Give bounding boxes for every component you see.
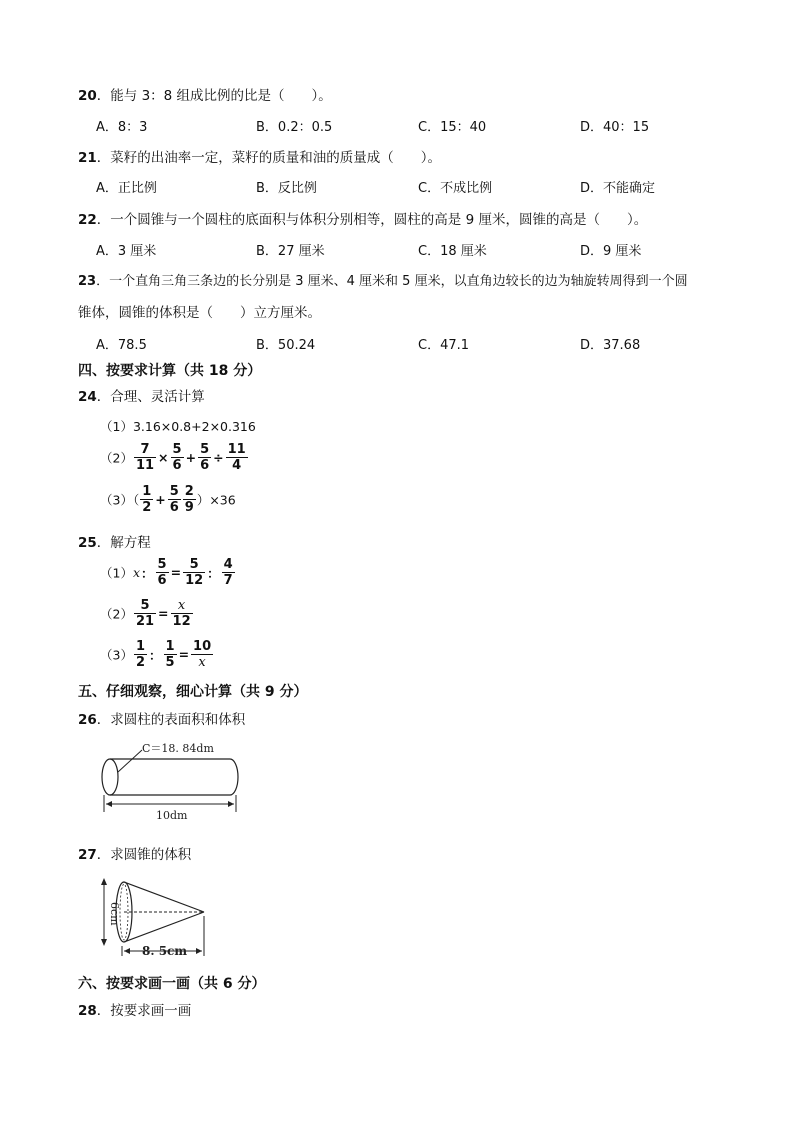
- numerator: 1: [165, 639, 175, 654]
- question-22: [78, 208, 647, 228]
- option-c[interactable]: C．47.1: [418, 338, 470, 353]
- fraction: [226, 442, 248, 473]
- equals: =: [170, 565, 182, 580]
- denominator: 5: [165, 655, 175, 670]
- option-d[interactable]: D．不能确定: [580, 181, 656, 196]
- cylinder-right-base: [230, 759, 238, 795]
- question-number: 21: [78, 150, 97, 166]
- denominator: x: [198, 655, 206, 670]
- arrow-down-icon: [101, 939, 107, 946]
- fraction: [171, 442, 184, 473]
- option-a[interactable]: A．78.5: [96, 338, 147, 353]
- question-text: ．求圆柱的表面积和体积: [96, 712, 246, 728]
- slant-length-label: 8. 5cm: [142, 944, 188, 958]
- numerator: 1: [142, 484, 152, 499]
- numerator: 5: [157, 557, 167, 572]
- calc-item-1: （1）3.16×0.8+2×0.316: [100, 419, 256, 434]
- operator: ÷: [213, 450, 224, 465]
- fraction: [171, 598, 193, 629]
- question-20: [78, 84, 332, 104]
- question-24: [78, 385, 205, 405]
- numerator: 10: [193, 639, 212, 654]
- arrow-left-icon: [106, 801, 112, 807]
- numerator: 1: [135, 639, 145, 654]
- question-28: [78, 999, 191, 1019]
- fraction: [140, 484, 153, 515]
- question-number: 27: [78, 847, 97, 863]
- question-26: [78, 708, 245, 728]
- option-b[interactable]: B．50.24: [256, 338, 316, 353]
- option-b[interactable]: B．27 厘米: [256, 244, 325, 259]
- question-23-line2: 锥体，圆锥的体积是（ ）立方厘米。: [78, 305, 321, 321]
- operator: +: [155, 492, 166, 507]
- section-4-heading: 四、按要求计算（共 18 分）: [78, 363, 262, 379]
- numerator: 5: [134, 598, 156, 614]
- calc-item-3: [100, 484, 236, 515]
- fraction: [168, 484, 181, 515]
- question-text: ．能与 3：8 组成比例的比是（ ）。: [96, 88, 332, 104]
- option-a[interactable]: A．正比例: [96, 181, 157, 196]
- denominator: 9: [184, 500, 194, 515]
- option-c[interactable]: C．18 厘米: [418, 244, 487, 259]
- question-number: 20: [78, 88, 97, 104]
- tail-text: ）×36: [196, 492, 236, 508]
- section-6-heading: 六、按要求画一画（共 6 分）: [78, 976, 266, 992]
- arrow-up-icon: [101, 878, 107, 885]
- denominator: 12: [172, 614, 191, 629]
- question-number: 24: [78, 389, 97, 405]
- equals: =: [158, 606, 169, 621]
- question-number: 22: [78, 212, 97, 228]
- denominator: 12: [185, 573, 204, 588]
- denominator: 6: [169, 500, 179, 515]
- option-d[interactable]: D．37.68: [580, 338, 641, 353]
- question-text-line1: ．一个直角三角三条边的长分别是 3 厘米、4 厘米和 5 厘米，以直角边较长的边为轴旋转周得到一个圆: [96, 274, 688, 289]
- numerator: 5: [183, 557, 205, 573]
- fraction: [134, 639, 147, 670]
- fraction: [134, 598, 156, 629]
- option-b[interactable]: B．反比例: [256, 181, 317, 196]
- question-27: [78, 843, 191, 863]
- numerator: 5: [200, 442, 210, 457]
- question-25: [78, 531, 151, 551]
- option-b[interactable]: B．0.2：0.5: [256, 120, 333, 135]
- cylinder-figure: [96, 740, 246, 825]
- question-number: 23: [78, 274, 97, 289]
- question-23: [78, 270, 688, 289]
- question-text: ．菜籽的出油率一定，菜籽的质量和油的质量成（ ）。: [96, 150, 442, 166]
- fraction: [183, 484, 196, 515]
- height-label: 6cm: [108, 902, 121, 926]
- arrow-right-icon: [228, 801, 234, 807]
- item-label: （1）: [100, 565, 133, 581]
- circumference-pointer: [118, 750, 142, 772]
- denominator: 11: [135, 458, 155, 473]
- arrow-left-icon: [124, 948, 130, 954]
- denominator: 2: [135, 655, 145, 670]
- question-number: 25: [78, 535, 97, 551]
- length-label: 10dm: [156, 809, 188, 822]
- fraction: [164, 639, 177, 670]
- cone-bottom-slant: [124, 912, 204, 942]
- option-d[interactable]: D．40：15: [580, 120, 650, 135]
- numerator: 5: [172, 442, 182, 457]
- item-label: （2）: [100, 450, 133, 466]
- question-number: 28: [78, 1003, 97, 1019]
- denominator: 6: [157, 573, 167, 588]
- cone-top-slant: [124, 882, 204, 912]
- arrow-right-icon: [196, 948, 202, 954]
- denominator: 4: [232, 458, 242, 473]
- fraction: [191, 639, 213, 670]
- fraction: [134, 442, 156, 473]
- cylinder-left-base: [102, 759, 118, 795]
- question-text: ．求圆锥的体积: [96, 847, 192, 863]
- option-c[interactable]: C．15：40: [418, 120, 487, 135]
- option-a[interactable]: A．8：3: [96, 120, 148, 135]
- equals: =: [178, 647, 190, 662]
- numerator: 2: [184, 484, 194, 499]
- section-5-heading: 五、仔细观察，细心计算（共 9 分）: [78, 684, 308, 700]
- numerator: 4: [223, 557, 233, 572]
- item-label: （2）: [100, 606, 133, 622]
- denominator: 7: [223, 573, 233, 588]
- denominator: 2: [142, 500, 152, 515]
- fraction: [156, 557, 169, 588]
- circumference-label: C＝18. 84dm: [142, 742, 214, 755]
- equation-3: [100, 639, 214, 670]
- option-c[interactable]: C．不成比例: [418, 181, 493, 196]
- question-number: 26: [78, 712, 97, 728]
- option-d[interactable]: D．9 厘米: [580, 244, 642, 259]
- fraction: [222, 557, 235, 588]
- equation-2: [100, 598, 194, 629]
- calc-item-2: [100, 442, 249, 473]
- variable-x: x: [132, 565, 141, 580]
- operator: ×: [158, 450, 169, 465]
- question-21: [78, 146, 441, 166]
- fraction: [183, 557, 205, 588]
- question-text: ．按要求画一画: [96, 1003, 192, 1019]
- cone-figure: [96, 874, 216, 960]
- numerator: 7: [134, 442, 156, 458]
- option-a[interactable]: A．3 厘米: [96, 244, 157, 259]
- operator: +: [185, 450, 197, 465]
- denominator: 6: [200, 458, 210, 473]
- question-text: ．一个圆锥与一个圆柱的底面积与体积分别相等，圆柱的高是 9 厘米，圆锥的高是（ ）。: [96, 212, 648, 228]
- question-text: ．合理、灵活计算: [96, 389, 205, 405]
- question-text: ．解方程: [96, 535, 151, 551]
- numerator: 11: [227, 442, 246, 457]
- numerator: 5: [169, 484, 179, 499]
- equation-1: [100, 557, 236, 588]
- item-label: （3）（: [100, 492, 140, 508]
- item-label: （3）: [100, 647, 133, 663]
- denominator: 6: [172, 458, 182, 473]
- ratio-colon: ：: [149, 647, 162, 663]
- numerator: x: [171, 598, 193, 614]
- ratio-colon: ：: [141, 565, 154, 581]
- ratio-colon: ：: [207, 565, 220, 581]
- fraction: [198, 442, 211, 473]
- denominator: 21: [135, 614, 155, 629]
